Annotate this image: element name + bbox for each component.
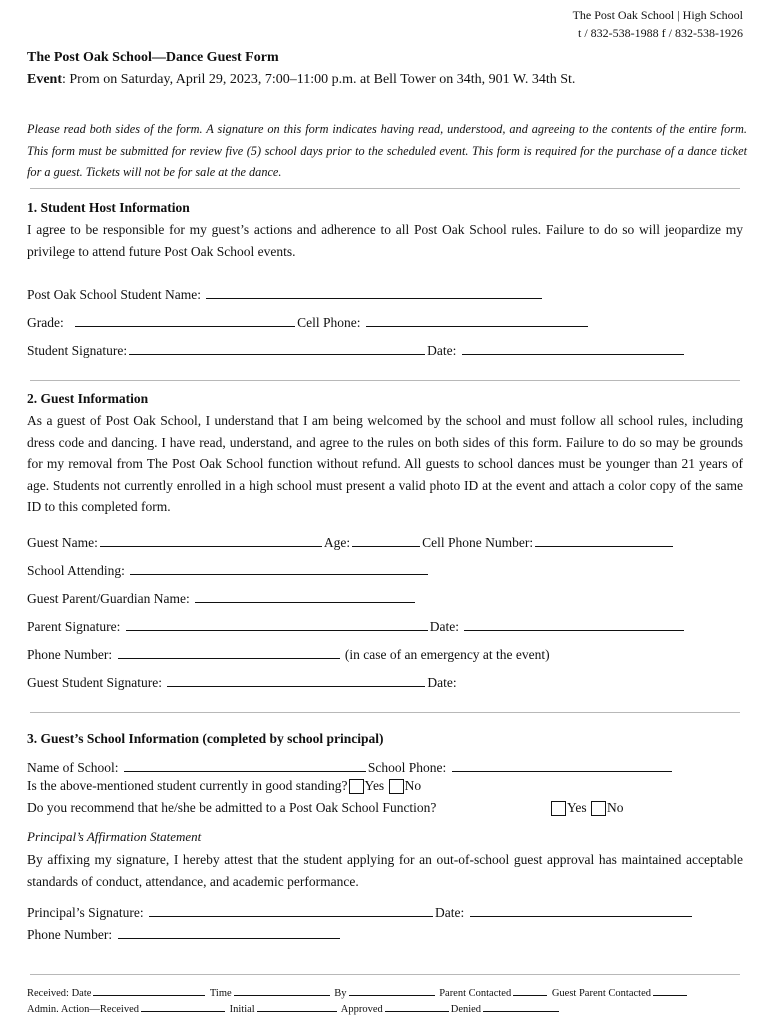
admin-action-label: Admin. Action—Received [27, 1004, 139, 1015]
standing-row [27, 778, 421, 794]
denied-field[interactable] [483, 1001, 559, 1012]
divider [30, 188, 740, 189]
time-field[interactable] [234, 985, 330, 996]
principal-signature-row [27, 903, 694, 921]
cell-phone-field[interactable] [366, 313, 588, 327]
event-text: : Prom on Saturday, April 29, 2023, 7:00–11:00 p.m. at Bell Tower on 34th, 901 W. 34th St. [62, 72, 576, 87]
admin-received-field[interactable] [141, 1001, 225, 1012]
parent-date-label: Date: [429, 619, 459, 634]
school-name-field[interactable] [124, 758, 366, 772]
principal-phone-field[interactable] [118, 925, 340, 939]
student-name-row [27, 285, 544, 303]
divider [30, 712, 740, 713]
parent-guardian-row [27, 589, 417, 607]
guest-parent-contacted-label: Guest Parent Contacted [551, 988, 651, 999]
recommend-yes-checkbox[interactable] [551, 801, 566, 816]
guest-cell-field[interactable] [535, 533, 673, 547]
recommend-question: Do you recommend that he/she be admitted to a Post Oak School Function? [27, 800, 437, 815]
school-phone-field[interactable] [452, 758, 672, 772]
approved-field[interactable] [385, 1001, 449, 1012]
cell-phone-label: Cell Phone: [297, 315, 361, 330]
parent-signature-row [27, 617, 686, 635]
parent-signature-label: Parent Signature: [27, 619, 121, 634]
age-label: Age: [323, 535, 351, 550]
parent-contacted-field[interactable] [513, 985, 547, 996]
school-attending-row [27, 561, 430, 579]
standing-yes-checkbox[interactable] [349, 779, 364, 794]
standing-question: Is the above-mentioned student currently in good standing? [27, 778, 348, 793]
age-field[interactable] [352, 533, 420, 547]
student-signature-field[interactable] [129, 341, 425, 355]
guest-parent-contacted-field[interactable] [653, 985, 687, 996]
affirmation-title: Principal’s Affirmation Statement [27, 829, 202, 844]
principal-signature-label: Principal’s Signature: [27, 905, 144, 920]
guest-date-label: Date: [427, 675, 457, 690]
office-use-row-1 [27, 985, 689, 999]
by-field[interactable] [349, 985, 435, 996]
principal-signature-field[interactable] [149, 903, 433, 917]
recommend-yes-label: Yes [567, 800, 587, 815]
parent-guardian-field[interactable] [195, 589, 415, 603]
school-name-row [27, 758, 674, 776]
recommend-options [550, 800, 624, 816]
section3-heading: 3. Guest’s School Information (completed by school principal) [27, 731, 384, 746]
received-date-field[interactable] [93, 985, 205, 996]
school-name-label: Name of School: [27, 760, 119, 775]
received-date-label: Received: Date [27, 988, 92, 999]
office-use-row-2 [27, 1001, 561, 1015]
phone-number-label: Phone Number: [27, 647, 113, 662]
phone-number-field[interactable] [118, 645, 340, 659]
principal-phone-label: Phone Number: [27, 927, 113, 942]
parent-contacted-label: Parent Contacted [439, 988, 512, 999]
standing-no-label: No [404, 778, 422, 793]
guest-name-row [27, 533, 675, 551]
school-attending-label: School Attending: [27, 563, 125, 578]
event-line [27, 72, 575, 88]
principal-phone-row [27, 925, 342, 943]
grade-label: Grade: [27, 315, 64, 330]
form-title: The Post Oak School—Dance Guest Form [27, 50, 279, 65]
section1-paragraph: I agree to be responsible for my guest’s actions and adherence to all Post Oak School rules. Failure to do so will jeopardize my privilege to attend future Post Oak School events. [27, 222, 743, 259]
affirmation-text: By affixing my signature, I hereby attest that the student applying for an out-of-school guest approval has maintained acceptable standards of conduct, attendance, and academic performance. [27, 852, 743, 889]
parent-date-field[interactable] [464, 617, 684, 631]
recommend-no-checkbox[interactable] [591, 801, 606, 816]
grade-row [27, 313, 590, 331]
student-date-label: Date: [427, 343, 457, 358]
standing-no-checkbox[interactable] [389, 779, 404, 794]
guest-name-label: Guest Name: [27, 535, 98, 550]
principal-date-label: Date: [434, 905, 465, 920]
denied-label: Denied [450, 1004, 482, 1015]
initial-field[interactable] [257, 1001, 337, 1012]
emergency-note: (in case of an emergency at the event) [344, 647, 550, 662]
guest-signature-label: Guest Student Signature: [27, 675, 162, 690]
student-name-field[interactable] [206, 285, 542, 299]
student-signature-label: Student Signature: [27, 343, 128, 358]
recommend-no-label: No [607, 800, 624, 815]
parent-signature-field[interactable] [126, 617, 428, 631]
section2-paragraph: As a guest of Post Oak School, I understand that I am being welcomed by the school and must follow all school rules, including dress code and dancing. I have read, understand, and agree to the rules on both sides of this form. Failure to do so may be grounds for my removal from The Post Oak School function without refund. All guests to school dances must be younger than 21 years of age. Students not currently enrolled in a high school must present a valid photo ID at the event and attach a color copy of the same ID to this completed form. [27, 413, 743, 515]
student-signature-row [27, 341, 686, 359]
standing-yes-label: Yes [364, 778, 385, 793]
approved-label: Approved [340, 1004, 383, 1015]
time-label: Time [209, 988, 232, 999]
by-label: By [334, 988, 347, 999]
initial-label: Initial [229, 1004, 255, 1015]
guest-name-field[interactable] [100, 533, 322, 547]
grade-field[interactable] [75, 313, 295, 327]
student-name-label: Post Oak School Student Name: [27, 287, 201, 302]
school-phone-label: School Phone: [367, 760, 447, 775]
section1-heading: 1. Student Host Information [27, 200, 190, 215]
student-date-field[interactable] [462, 341, 684, 355]
recommend-row [27, 800, 436, 816]
parent-guardian-label: Guest Parent/Guardian Name: [27, 591, 190, 606]
guest-signature-field[interactable] [167, 673, 425, 687]
principal-date-field[interactable] [470, 903, 692, 917]
section2-heading: 2. Guest Information [27, 391, 149, 406]
guest-signature-row [27, 673, 457, 691]
school-header: The Post Oak School | High School [572, 8, 743, 22]
instructions: Please read both sides of the form. A signature on this form indicates having read, understood, and agreeing to the contents of the entire form. This form must be submitted for review five (5) school days prior to the scheduled event. This form is required for the purchase of a dance ticket for a guest. Tickets will not be for sale at the dance. [27, 122, 747, 179]
divider [30, 974, 740, 975]
school-attending-field[interactable] [130, 561, 428, 575]
guest-cell-label: Cell Phone Number: [422, 535, 534, 550]
phone-number-row [27, 645, 550, 663]
school-contact: t / 832-538-1988 f / 832-538-1926 [578, 26, 743, 40]
event-label: Event [27, 72, 62, 87]
divider [30, 380, 740, 381]
